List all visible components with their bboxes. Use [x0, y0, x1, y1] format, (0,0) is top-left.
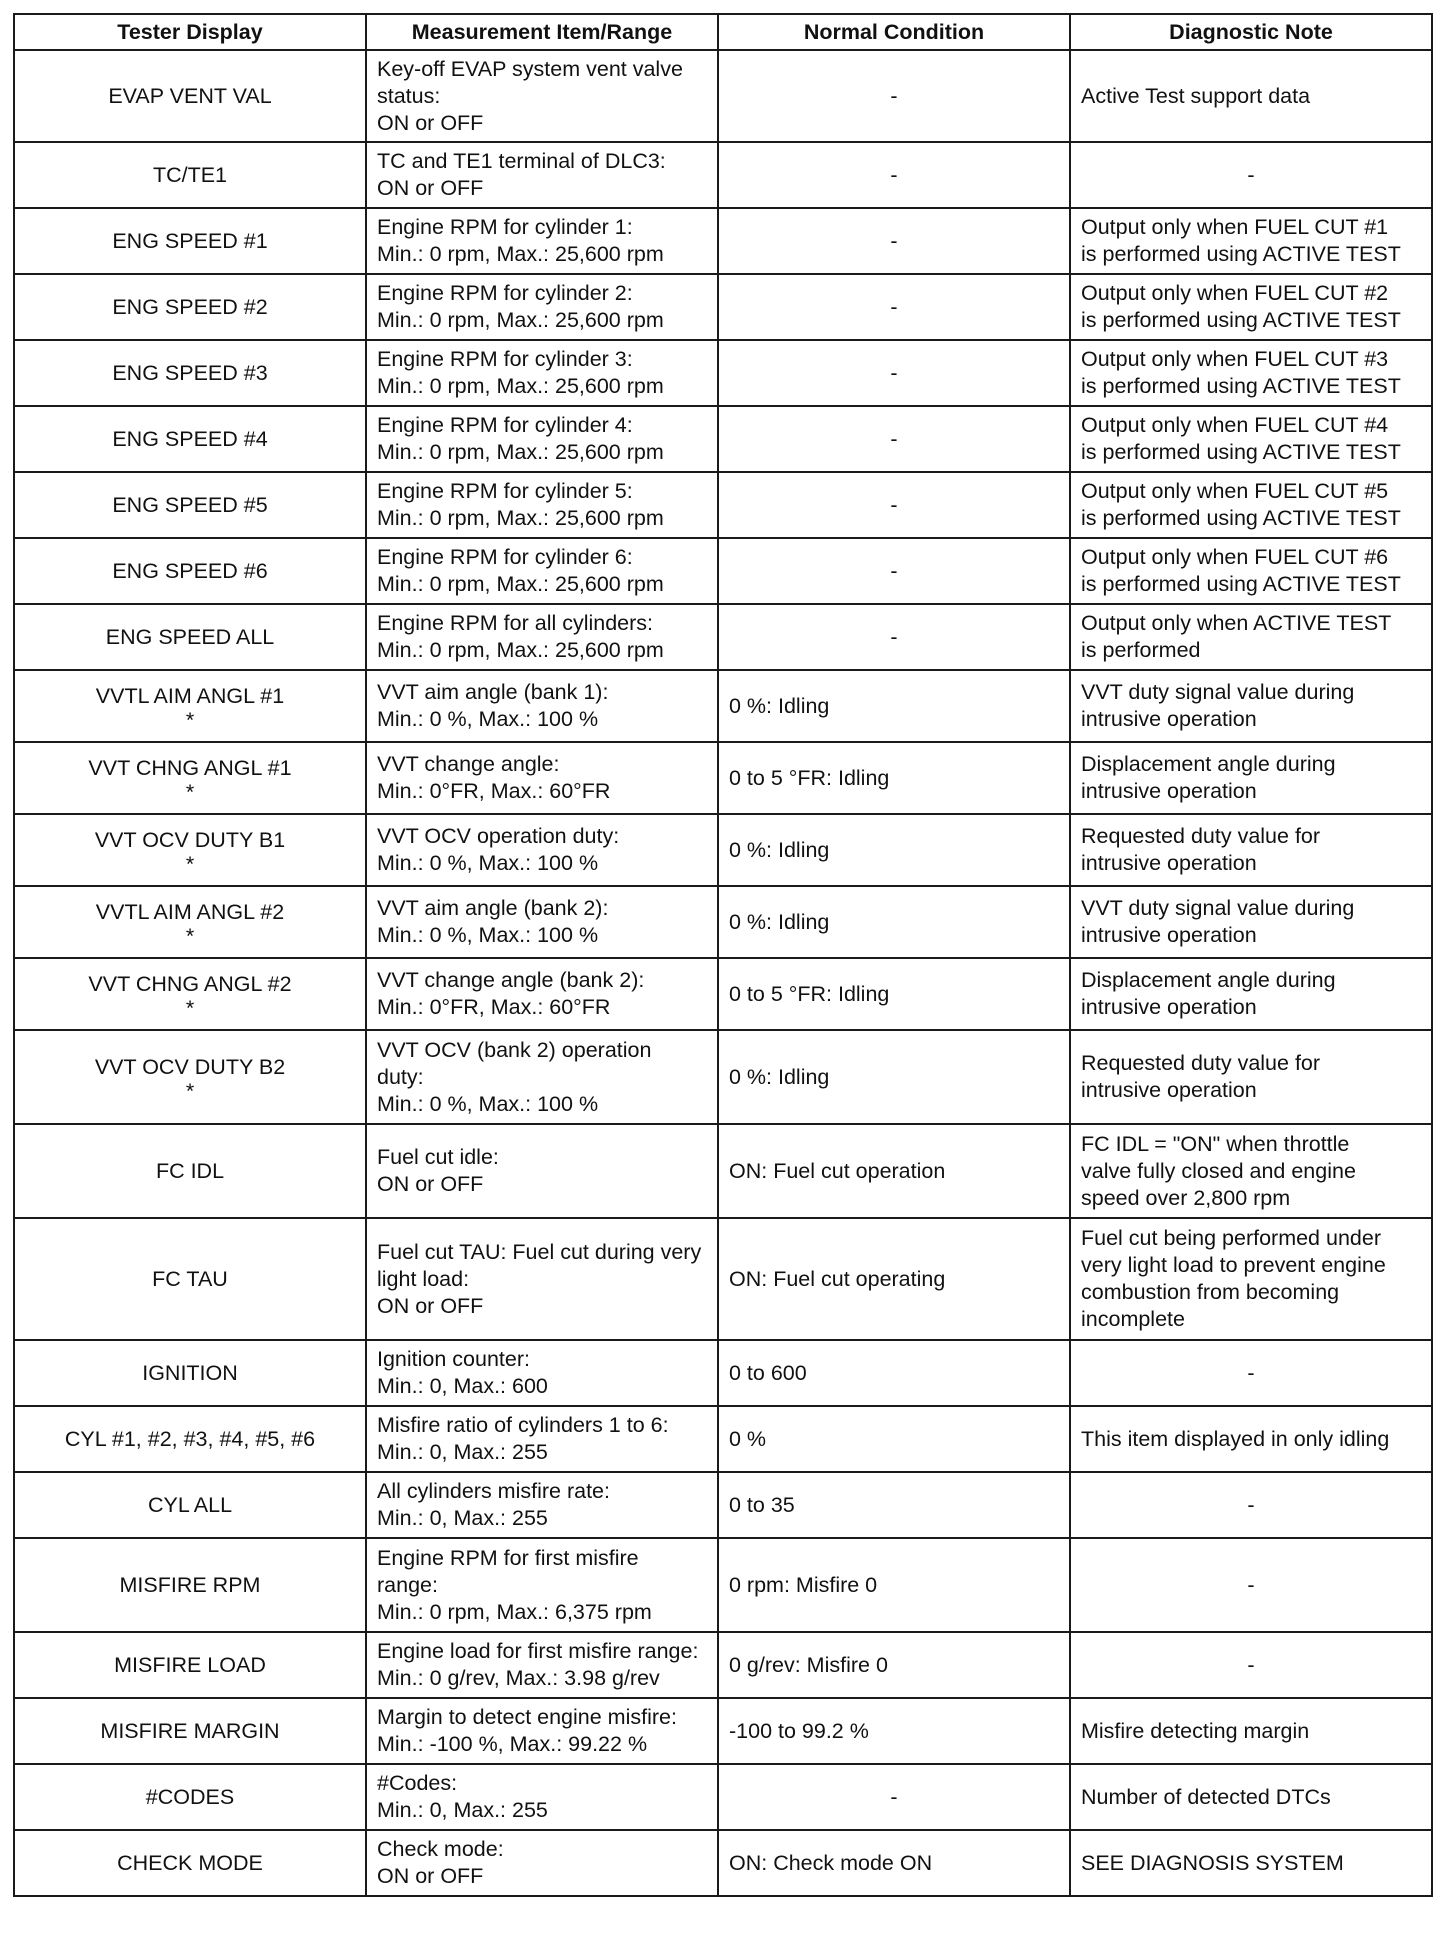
cell-text-line: Min.: 0 %, Max.: 100 % [377, 851, 599, 875]
normal-condition-cell [718, 814, 1070, 886]
footnote-marker: * [185, 923, 195, 948]
tester-display-cell [14, 472, 366, 538]
header-tester-display: Tester Display [14, 14, 366, 50]
measurement-item-cell [366, 1472, 718, 1538]
table-row [14, 604, 1432, 670]
diagnostic-note-cell [1070, 958, 1432, 1030]
normal-condition-cell [718, 1030, 1070, 1124]
cell-text-line: ENG SPEED #3 [112, 360, 268, 385]
tester-display-cell [14, 814, 366, 886]
normal-condition-cell [718, 670, 1070, 742]
cell-text-line: 0 %: Idling [729, 837, 830, 862]
cell-text-line: Min.: 0 %, Max.: 100 % [377, 1091, 599, 1116]
cell-text-line: ENG SPEED #2 [112, 294, 268, 319]
cell-text-line: VVT OCV DUTY B2 [94, 1054, 286, 1079]
table-row [14, 1124, 1432, 1218]
table-row [14, 886, 1432, 958]
cell-text-line: duty: [377, 1064, 424, 1089]
cell-text-line: VVT aim angle (bank 2): [377, 896, 609, 920]
cell-text-line: Min.: 0 rpm, Max.: 25,600 rpm [377, 506, 664, 530]
normal-condition-cell [718, 472, 1070, 538]
cell-text-line: MISFIRE RPM [119, 1572, 261, 1597]
cell-text-line: EVAP VENT VAL [108, 83, 272, 108]
measurement-item-cell [366, 274, 718, 340]
diagnostic-note-cell [1070, 538, 1432, 604]
cell-text-line: status: [377, 83, 441, 108]
cell-text-line: VVT change angle: [377, 752, 560, 776]
table-body [14, 50, 1432, 1896]
cell-text-line: 0 to 5 °FR: Idling [729, 765, 890, 790]
normal-condition-cell [718, 1764, 1070, 1830]
tester-display-cell [14, 50, 366, 142]
cell-text-line: Min.: 0°FR, Max.: 60°FR [377, 779, 611, 803]
measurement-item-cell [366, 50, 718, 142]
cell-text-line: VVT CHNG ANGL #1 [88, 755, 292, 780]
cell-text-line: IGNITION [142, 1360, 238, 1385]
cell-text-line: This item displayed in only idling [1081, 1426, 1390, 1451]
diagnostic-note-cell [1070, 406, 1432, 472]
cell-text-line: Min.: 0°FR, Max.: 60°FR [377, 995, 611, 1019]
cell-text-line: - [890, 228, 898, 253]
cell-text-line: Key-off EVAP system vent valve [377, 56, 683, 81]
cell-text-line: TC and TE1 terminal of DLC3: [377, 149, 666, 173]
table-row [14, 142, 1432, 208]
normal-condition-cell [718, 1340, 1070, 1406]
diagnostic-note-cell [1070, 1538, 1432, 1632]
cell-text-line: Displacement angle during [1081, 968, 1336, 992]
table-row [14, 1218, 1432, 1340]
cell-text-line: is performed using ACTIVE TEST [1081, 506, 1401, 530]
normal-condition-cell [718, 742, 1070, 814]
cell-text-line: light load: [377, 1266, 470, 1291]
cell-text-line: - [1247, 1360, 1255, 1385]
cell-text-line: MISFIRE MARGIN [100, 1718, 280, 1743]
cell-text-line: Engine RPM for all cylinders: [377, 611, 654, 635]
table-row [14, 472, 1432, 538]
normal-condition-cell [718, 1472, 1070, 1538]
cell-text-line: Output only when FUEL CUT #4 [1081, 413, 1389, 437]
table-row [14, 340, 1432, 406]
cell-text-line: Misfire ratio of cylinders 1 to 6: [377, 1413, 669, 1437]
header-diagnostic-note: Diagnostic Note [1070, 14, 1432, 50]
normal-condition-cell [718, 1124, 1070, 1218]
cell-text-line: 0 % [729, 1426, 767, 1451]
diagnostic-note-cell [1070, 1406, 1432, 1472]
measurement-item-cell [366, 886, 718, 958]
cell-text-line: Min.: 0 rpm, Max.: 25,600 rpm [377, 242, 664, 266]
cell-text-line: - [890, 558, 898, 583]
diagnostic-note-cell [1070, 1030, 1432, 1124]
tester-display-cell [14, 742, 366, 814]
measurement-item-cell [366, 1764, 718, 1830]
table-row [14, 1406, 1432, 1472]
cell-text-line: intrusive operation [1081, 1078, 1257, 1102]
cell-text-line: Output only when FUEL CUT #1 [1081, 215, 1389, 239]
diagnostic-note-cell [1070, 604, 1432, 670]
table-row [14, 958, 1432, 1030]
cell-text-line: Min.: 0 %, Max.: 100 % [377, 923, 599, 947]
cell-text-line: Output only when FUEL CUT #6 [1081, 545, 1389, 569]
cell-text-line: is performed using ACTIVE TEST [1081, 374, 1401, 398]
cell-text-line: incomplete [1081, 1307, 1185, 1331]
cell-text-line: Misfire detecting margin [1081, 1718, 1310, 1743]
table-row [14, 814, 1432, 886]
diagnostic-note-cell [1070, 1218, 1432, 1340]
cell-text-line: ON or OFF [377, 1293, 484, 1318]
tester-display-cell [14, 1030, 366, 1124]
tester-display-cell [14, 1218, 366, 1340]
cell-text-line: All cylinders misfire rate: [377, 1479, 610, 1503]
cell-text-line: Fuel cut idle: [377, 1145, 499, 1169]
diagnostic-note-cell [1070, 142, 1432, 208]
cell-text-line: Requested duty value for [1081, 1051, 1321, 1075]
normal-condition-cell [718, 50, 1070, 142]
table-row [14, 208, 1432, 274]
cell-text-line: VVTL AIM ANGL #1 [95, 683, 285, 708]
diagnostic-note-cell [1070, 886, 1432, 958]
normal-condition-cell [718, 208, 1070, 274]
diagnostic-note-cell [1070, 814, 1432, 886]
cell-text-line: #CODES [145, 1784, 235, 1809]
diagnostic-data-table [13, 13, 1433, 1897]
cell-text-line: - [890, 426, 898, 451]
cell-text-line: Min.: 0 %, Max.: 100 % [377, 707, 599, 731]
cell-text-line: ON: Check mode ON [729, 1850, 933, 1875]
measurement-item-cell [366, 1340, 718, 1406]
normal-condition-cell [718, 604, 1070, 670]
diagnostic-note-cell [1070, 50, 1432, 142]
cell-text-line: FC IDL = "ON" when throttle [1081, 1131, 1350, 1156]
tester-display-cell [14, 1764, 366, 1830]
cell-text-line: Min.: 0 rpm, Max.: 25,600 rpm [377, 308, 664, 332]
normal-condition-cell [718, 958, 1070, 1030]
cell-text-line: Output only when FUEL CUT #2 [1081, 281, 1389, 305]
table-row [14, 1764, 1432, 1830]
cell-text-line: - [890, 1784, 898, 1809]
cell-text-line: VVT duty signal value during [1081, 896, 1355, 920]
cell-text-line: VVT duty signal value during [1081, 680, 1355, 704]
cell-text-line: - [890, 360, 898, 385]
tester-display-cell [14, 1538, 366, 1632]
cell-text-line: ENG SPEED #4 [112, 426, 268, 451]
table-row [14, 1830, 1432, 1896]
cell-text-line: Output only when ACTIVE TEST [1081, 611, 1392, 635]
cell-text-line: 0 to 600 [729, 1360, 807, 1385]
cell-text-line: Engine RPM for cylinder 3: [377, 347, 633, 371]
measurement-item-cell [366, 208, 718, 274]
diagnostic-note-cell [1070, 274, 1432, 340]
cell-text-line: 0 %: Idling [729, 1064, 830, 1089]
table-row [14, 1030, 1432, 1124]
header-measurement-item: Measurement Item/Range [366, 14, 718, 50]
table-row [14, 670, 1432, 742]
cell-text-line: - [890, 294, 898, 319]
table-row [14, 50, 1432, 142]
footnote-marker: * [185, 851, 195, 876]
cell-text-line: 0 rpm: Misfire 0 [729, 1572, 878, 1597]
cell-text-line: - [1247, 1492, 1255, 1517]
cell-text-line: speed over 2,800 rpm [1081, 1185, 1291, 1210]
cell-text-line: SEE DIAGNOSIS SYSTEM [1081, 1850, 1344, 1875]
cell-text-line: Min.: 0 rpm, Max.: 25,600 rpm [377, 374, 664, 398]
table-row [14, 1698, 1432, 1764]
tester-display-cell [14, 1124, 366, 1218]
cell-text-line: ON or OFF [377, 176, 484, 200]
cell-text-line: Min.: 0, Max.: 255 [377, 1440, 548, 1464]
cell-text-line: 0 to 5 °FR: Idling [729, 981, 890, 1006]
tester-display-cell [14, 1830, 366, 1896]
cell-text-line: combustion from becoming [1081, 1280, 1340, 1304]
measurement-item-cell [366, 1030, 718, 1124]
tester-display-cell [14, 406, 366, 472]
cell-text-line: is performed [1081, 638, 1201, 662]
table-row [14, 538, 1432, 604]
cell-text-line: intrusive operation [1081, 779, 1257, 803]
measurement-item-cell [366, 472, 718, 538]
normal-condition-cell [718, 1218, 1070, 1340]
normal-condition-cell [718, 340, 1070, 406]
cell-text-line: Engine RPM for cylinder 2: [377, 281, 633, 305]
cell-text-line: ENG SPEED ALL [105, 624, 275, 649]
tester-display-cell [14, 1406, 366, 1472]
cell-text-line: valve fully closed and engine [1081, 1158, 1356, 1183]
diagnostic-note-cell [1070, 340, 1432, 406]
table-row [14, 1472, 1432, 1538]
cell-text-line: VVT aim angle (bank 1): [377, 680, 609, 704]
cell-text-line: Engine RPM for cylinder 5: [377, 479, 633, 503]
tester-display-cell [14, 1472, 366, 1538]
header-normal-condition: Normal Condition [718, 14, 1070, 50]
measurement-item-cell [366, 1218, 718, 1340]
cell-text-line: VVT OCV DUTY B1 [94, 827, 286, 852]
footnote-marker: * [185, 707, 195, 732]
cell-text-line: is performed using ACTIVE TEST [1081, 308, 1401, 332]
table-row [14, 742, 1432, 814]
normal-condition-cell [718, 406, 1070, 472]
tester-display-cell [14, 886, 366, 958]
cell-text-line: 0 to 35 [729, 1492, 795, 1517]
table-row [14, 274, 1432, 340]
cell-text-line: - [1247, 162, 1255, 187]
cell-text-line: VVT OCV operation duty: [377, 824, 620, 848]
tester-display-cell [14, 274, 366, 340]
cell-text-line: is performed using ACTIVE TEST [1081, 242, 1401, 266]
cell-text-line: intrusive operation [1081, 707, 1257, 731]
cell-text-line: Fuel cut TAU: Fuel cut during very [377, 1239, 702, 1264]
cell-text-line: - [1247, 1572, 1255, 1597]
tester-display-cell [14, 340, 366, 406]
cell-text-line: 0 g/rev: Misfire 0 [729, 1652, 888, 1677]
normal-condition-cell [718, 1632, 1070, 1698]
cell-text-line: Min.: 0, Max.: 255 [377, 1798, 548, 1822]
tester-display-cell [14, 670, 366, 742]
cell-text-line: CYL #1, #2, #3, #4, #5, #6 [64, 1426, 316, 1451]
cell-text-line: Min.: 0, Max.: 600 [377, 1374, 548, 1398]
cell-text-line: -100 to 99.2 % [729, 1718, 869, 1743]
cell-text-line: Min.: 0 rpm, Max.: 25,600 rpm [377, 638, 664, 662]
cell-text-line: Min.: -100 %, Max.: 99.22 % [377, 1732, 648, 1756]
cell-text-line: intrusive operation [1081, 995, 1257, 1019]
tester-display-cell [14, 958, 366, 1030]
measurement-item-cell [366, 1830, 718, 1896]
cell-text-line: - [1247, 1652, 1255, 1677]
cell-text-line: Requested duty value for [1081, 824, 1321, 848]
cell-text-line: ENG SPEED #6 [112, 558, 268, 583]
normal-condition-cell [718, 274, 1070, 340]
normal-condition-cell [718, 142, 1070, 208]
measurement-item-cell [366, 538, 718, 604]
measurement-item-cell [366, 604, 718, 670]
cell-text-line: Min.: 0 rpm, Max.: 25,600 rpm [377, 440, 664, 464]
cell-text-line: ON: Fuel cut operation [729, 1158, 946, 1183]
diagnostic-note-cell [1070, 1764, 1432, 1830]
measurement-item-cell [366, 1538, 718, 1632]
measurement-item-cell [366, 406, 718, 472]
cell-text-line: Engine RPM for cylinder 4: [377, 413, 633, 437]
normal-condition-cell [718, 1830, 1070, 1896]
footnote-marker: * [185, 1078, 195, 1103]
normal-condition-cell [718, 1406, 1070, 1472]
diagnostic-note-cell [1070, 670, 1432, 742]
cell-text-line: FC TAU [152, 1266, 228, 1291]
cell-text-line: Min.: 0 rpm, Max.: 6,375 rpm [377, 1599, 652, 1624]
table-row [14, 406, 1432, 472]
normal-condition-cell [718, 538, 1070, 604]
cell-text-line: Margin to detect engine misfire: [377, 1705, 677, 1729]
cell-text-line: Ignition counter: [377, 1347, 530, 1371]
measurement-item-cell [366, 670, 718, 742]
measurement-item-cell [366, 1632, 718, 1698]
cell-text-line: ON: Fuel cut operating [729, 1266, 946, 1291]
cell-text-line: Engine RPM for cylinder 6: [377, 545, 633, 569]
cell-text-line: ENG SPEED #1 [112, 228, 268, 253]
cell-text-line: VVT change angle (bank 2): [377, 968, 645, 992]
cell-text-line: 0 %: Idling [729, 693, 830, 718]
cell-text-line: - [890, 83, 898, 108]
table-row [14, 1538, 1432, 1632]
normal-condition-cell [718, 886, 1070, 958]
measurement-item-cell [366, 340, 718, 406]
cell-text-line: #Codes: [377, 1771, 458, 1795]
cell-text-line: CHECK MODE [117, 1850, 263, 1875]
footnote-marker: * [185, 779, 195, 804]
normal-condition-cell [718, 1698, 1070, 1764]
diagnostic-note-cell [1070, 1830, 1432, 1896]
cell-text-line: intrusive operation [1081, 923, 1257, 947]
cell-text-line: TC/TE1 [152, 162, 228, 187]
cell-text-line: - [890, 624, 898, 649]
tester-display-cell [14, 1340, 366, 1406]
measurement-item-cell [366, 1698, 718, 1764]
measurement-item-cell [366, 958, 718, 1030]
diagnostic-note-cell [1070, 1632, 1432, 1698]
diagnostic-note-cell [1070, 208, 1432, 274]
table-header-row [14, 14, 1432, 50]
cell-text-line: ENG SPEED #5 [112, 492, 268, 517]
cell-text-line: MISFIRE LOAD [114, 1652, 266, 1677]
cell-text-line: - [890, 162, 898, 187]
cell-text-line: VVT CHNG ANGL #2 [88, 971, 292, 996]
diagnostic-note-cell [1070, 1340, 1432, 1406]
footnote-marker: * [185, 995, 195, 1020]
cell-text-line: intrusive operation [1081, 851, 1257, 875]
cell-text-line: ON or OFF [377, 1864, 484, 1888]
cell-text-line: Engine RPM for first misfire [377, 1545, 639, 1570]
cell-text-line: ON or OFF [377, 1172, 484, 1196]
measurement-item-cell [366, 814, 718, 886]
tester-display-cell [14, 1698, 366, 1764]
measurement-item-cell [366, 742, 718, 814]
cell-text-line: Check mode: [377, 1837, 504, 1861]
table-row [14, 1340, 1432, 1406]
measurement-item-cell [366, 142, 718, 208]
diagnostic-note-cell [1070, 1124, 1432, 1218]
tester-display-cell [14, 538, 366, 604]
cell-text-line: 0 %: Idling [729, 909, 830, 934]
cell-text-line: Engine RPM for cylinder 1: [377, 215, 633, 239]
cell-text-line: Min.: 0 g/rev, Max.: 3.98 g/rev [377, 1666, 660, 1690]
diagnostic-note-cell [1070, 1698, 1432, 1764]
cell-text-line: VVT OCV (bank 2) operation [377, 1037, 652, 1062]
cell-text-line: Engine load for first misfire range: [377, 1639, 699, 1663]
cell-text-line: Displacement angle during [1081, 752, 1336, 776]
cell-text-line: Active Test support data [1081, 83, 1311, 108]
measurement-item-cell [366, 1406, 718, 1472]
cell-text-line: CYL ALL [147, 1492, 233, 1517]
diagnostic-note-cell [1070, 1472, 1432, 1538]
cell-text-line: FC IDL [155, 1158, 225, 1183]
tester-display-cell [14, 604, 366, 670]
cell-text-line: - [890, 492, 898, 517]
measurement-item-cell [366, 1124, 718, 1218]
tester-display-cell [14, 1632, 366, 1698]
tester-display-cell [14, 208, 366, 274]
cell-text-line: Number of detected DTCs [1081, 1784, 1331, 1809]
cell-text-line: ON or OFF [377, 110, 484, 135]
cell-text-line: VVTL AIM ANGL #2 [95, 899, 285, 924]
tester-display-cell [14, 142, 366, 208]
cell-text-line: Min.: 0 rpm, Max.: 25,600 rpm [377, 572, 664, 596]
cell-text-line: Output only when FUEL CUT #3 [1081, 347, 1389, 371]
cell-text-line: is performed using ACTIVE TEST [1081, 440, 1401, 464]
cell-text-line: very light load to prevent engine [1081, 1253, 1386, 1277]
cell-text-line: is performed using ACTIVE TEST [1081, 572, 1401, 596]
cell-text-line: Output only when FUEL CUT #5 [1081, 479, 1389, 503]
diagnostic-note-cell [1070, 742, 1432, 814]
cell-text-line: range: [377, 1572, 438, 1597]
diagnostic-note-cell [1070, 472, 1432, 538]
normal-condition-cell [718, 1538, 1070, 1632]
cell-text-line: Fuel cut being performed under [1081, 1226, 1381, 1250]
cell-text-line: Min.: 0, Max.: 255 [377, 1506, 548, 1530]
table-row [14, 1632, 1432, 1698]
